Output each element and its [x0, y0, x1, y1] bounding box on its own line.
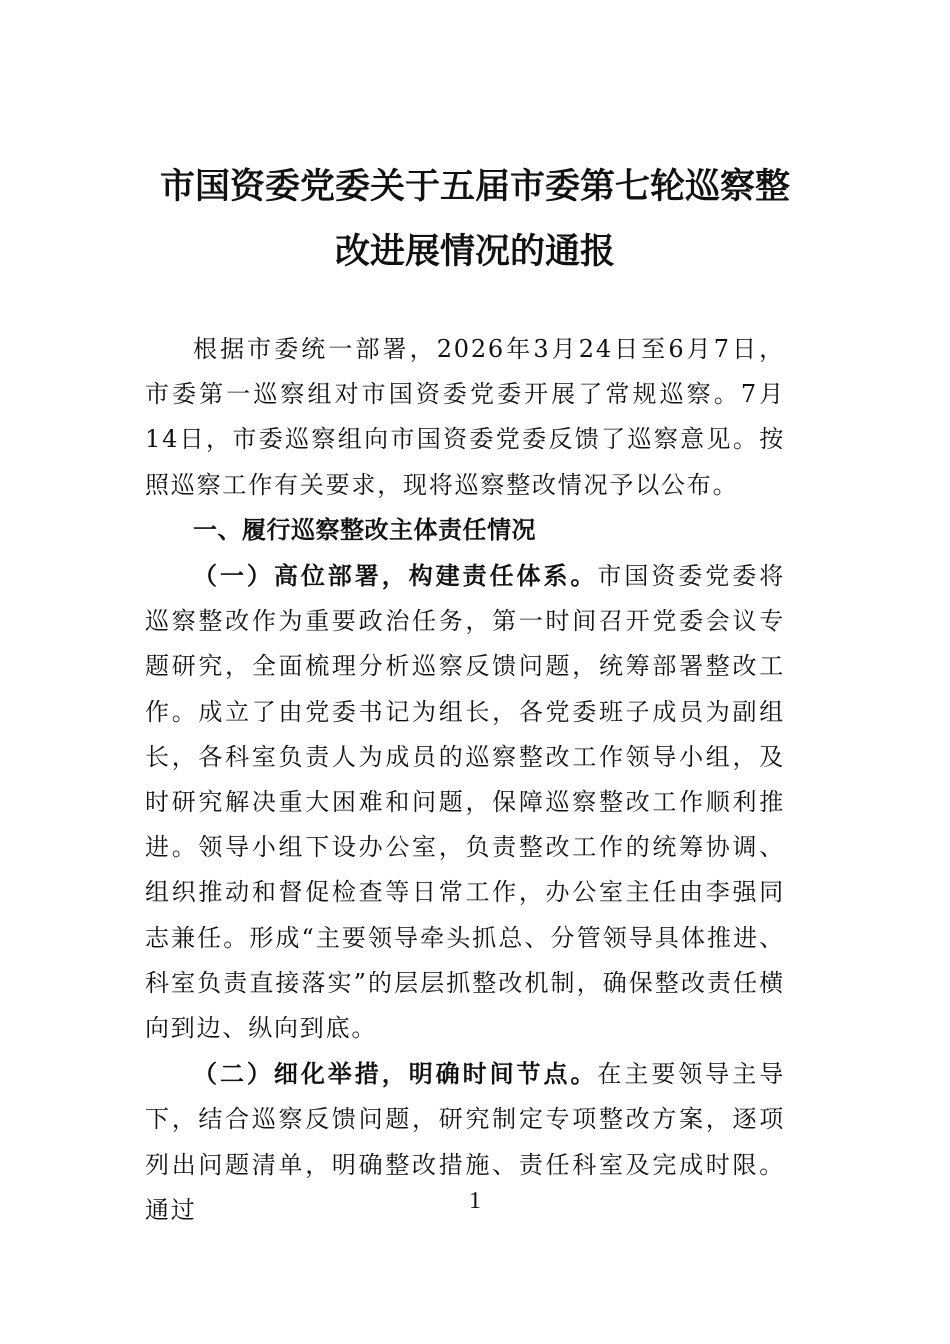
document-title-line-1: 市国资委党委关于五届市委第七轮巡察整	[159, 166, 790, 207]
subsection-1-text: 市国资委党委将巡察整改作为重要政治任务，第一时间召开党委会议专题研究，全面梳理分析巡察反馈问题，统筹部署整改工作。成立了由党委书记为组长，各党委班子成员为副组长，各科室负责人为成员的巡察整改工作领导小组，及时研究解决重大困难和问题，保障巡察整改工作顺利推进。领导小组下设办公室，负责整改工作的统筹协调、组织推动和督促检查等日常工作，办公室主任由李强同志兼任。形成“主要领导牵头抓总、分管领导具体推进、科室负责直接落实”的层层抓整改机制，确保整改责任横向到边、纵向到底。	[145, 562, 785, 1043]
document-title-line-2: 改进展情况的通报	[334, 231, 615, 272]
subsection-2-text: 在主要领导主导下，结合巡察反馈问题，研究制定专项整改方案，逐项列出问题清单，明确整改措施、责任科室及完成时限。通过	[145, 1060, 785, 1224]
page-number: 1	[469, 1188, 481, 1214]
document-body	[145, 327, 785, 1233]
subsection-1-paragraph	[145, 553, 785, 1051]
intro-paragraph: 根据市委统一部署，2026年3月24日至6月7日，市委第一巡察组对市国资委党委开展了常规巡察。7月14日，市委巡察组向市国资委党委反馈了巡察意见。按照巡察工作有关要求，现将巡察整改情况予以公布。	[145, 335, 785, 499]
section-heading-1: 一、履行巡察整改主体责任情况	[193, 515, 536, 544]
subsection-2-heading: （二）细化举措，明确时间节点。	[193, 1059, 598, 1089]
subsection-1-heading: （一）高位部署，构建责任体系。	[193, 561, 598, 591]
